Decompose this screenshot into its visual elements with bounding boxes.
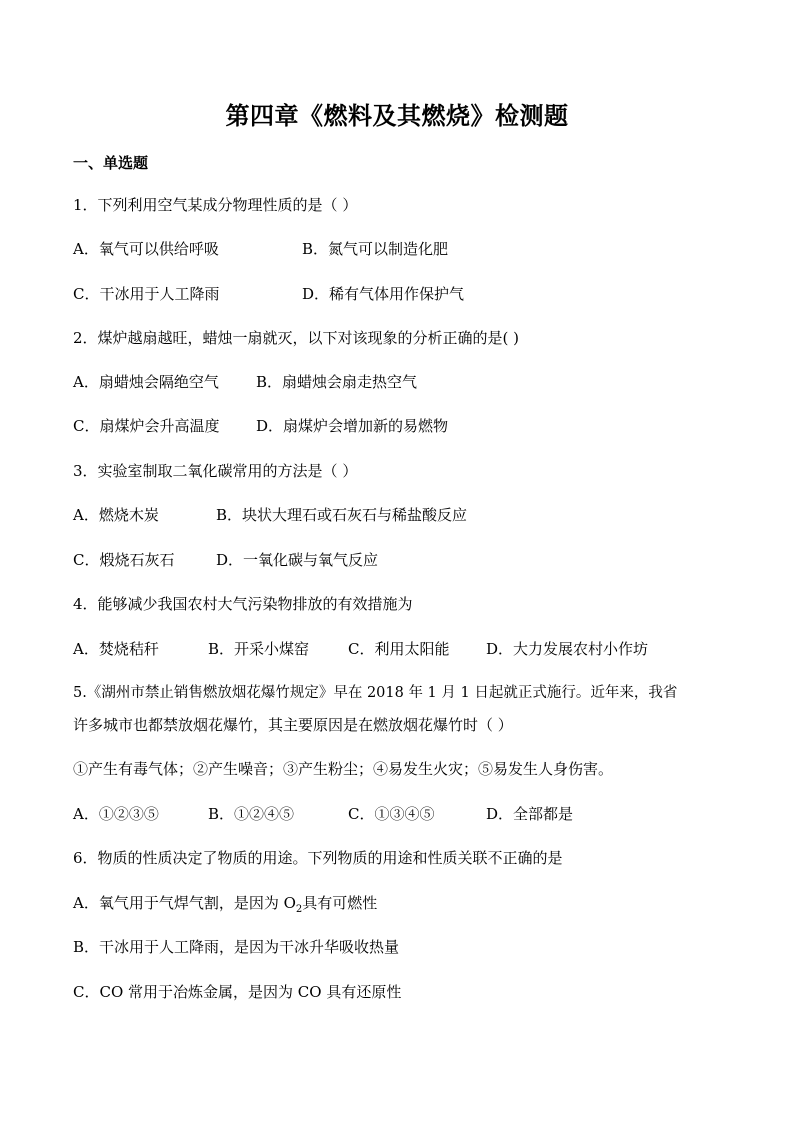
question-4-option-b: B．开采小煤窑 xyxy=(208,640,310,658)
question-5-option-b: B．①②④⑤ xyxy=(208,805,295,823)
question-6-option-a-text: A．氧气用于气焊气割，是因为 O xyxy=(73,894,296,912)
question-2-option-c: C．扇煤炉会升高温度 xyxy=(73,417,220,435)
question-6-option-c: C．CO 常用于冶炼金属，是因为 CO 具有还原性 xyxy=(73,983,402,1001)
question-5-items: ①产生有毒气体；②产生噪音；③产生粉尘；④易发生火灾；⑤易发生人身伤害。 xyxy=(73,760,614,778)
question-6-option-a xyxy=(73,892,377,914)
question-6-option-a-text-end: 具有可燃性 xyxy=(302,894,378,912)
question-2-option-b: B．扇蜡烛会扇走热空气 xyxy=(256,373,418,391)
question-6-option-a-subscript: 2 xyxy=(295,904,303,915)
question-2-option-d: D．扇煤炉会增加新的易燃物 xyxy=(256,417,449,435)
question-1-option-c: C．干冰用于人工降雨 xyxy=(73,285,220,303)
question-3-option-a: A．燃烧木炭 xyxy=(73,506,159,524)
question-4-option-d: D．大力发展农村小作坊 xyxy=(486,640,649,658)
question-3-option-b: B．块状大理石或石灰石与稀盐酸反应 xyxy=(216,506,468,524)
question-4-option-a: A．焚烧秸秆 xyxy=(73,640,159,658)
question-1-option-d: D．稀有气体用作保护气 xyxy=(302,285,465,303)
page-title: 第四章《燃料及其燃烧》检测题 xyxy=(225,102,569,130)
question-1-stem: 1．下列利用空气某成分物理性质的是（ ） xyxy=(73,196,358,214)
question-3-option-d: D．一氧化碳与氧气反应 xyxy=(216,551,379,569)
question-1-option-b: B．氮气可以制造化肥 xyxy=(302,240,449,258)
question-5-option-d: D．全部都是 xyxy=(486,805,574,823)
section-heading: 一、单选题 xyxy=(73,154,149,172)
question-4-stem: 4．能够减少我国农村大气污染物排放的有效措施为 xyxy=(73,595,413,613)
question-4-option-c: C．利用太阳能 xyxy=(348,640,450,658)
question-6-option-b: B．干冰用于人工降雨，是因为干冰升华吸收热量 xyxy=(73,938,400,956)
question-5-stem-line-2: 许多城市也都禁放烟花爆竹，其主要原因是在燃放烟花爆竹时（ ） xyxy=(73,716,513,734)
question-3-option-c: C．煅烧石灰石 xyxy=(73,551,175,569)
question-2-stem: 2．煤炉越扇越旺，蜡烛一扇就灭，以下对该现象的分析正确的是( ) xyxy=(73,329,520,347)
question-2-option-a: A．扇蜡烛会隔绝空气 xyxy=(73,373,219,391)
question-5-option-a: A．①②③⑤ xyxy=(73,805,159,823)
question-1-option-a: A．氧气可以供给呼吸 xyxy=(73,240,219,258)
question-6-stem: 6．物质的性质决定了物质的用途。下列物质的用途和性质关联不正确的是 xyxy=(73,849,563,867)
question-5-stem-line-1: 5.《湖州市禁止销售燃放烟花爆竹规定》早在 2018 年 1 月 1 日起就正式施行。近年来，我省 xyxy=(73,685,678,701)
question-3-stem: 3．实验室制取二氧化碳常用的方法是（ ） xyxy=(73,462,358,480)
question-5-option-c: C．①③④⑤ xyxy=(348,805,435,823)
